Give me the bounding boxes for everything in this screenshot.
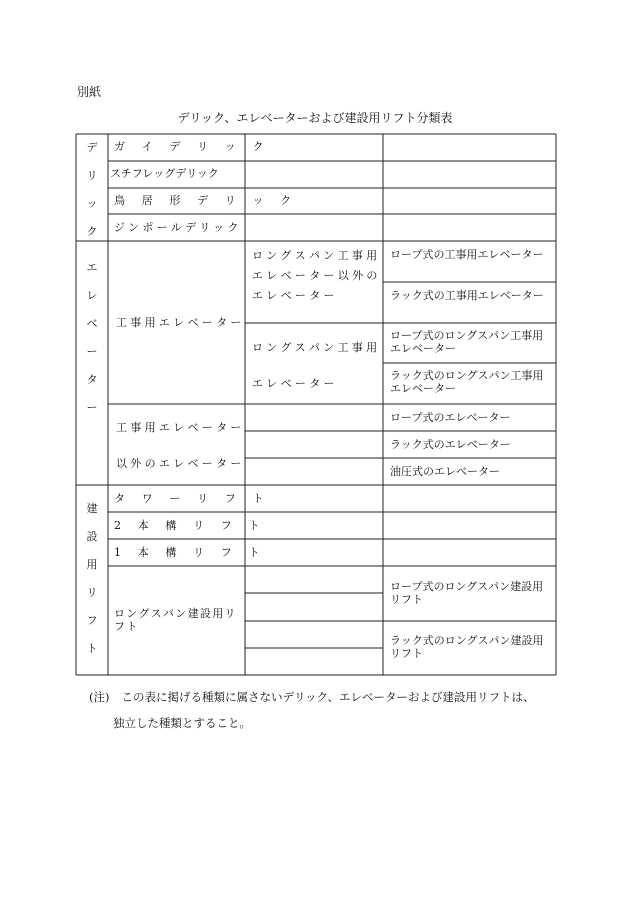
- longspan-elevator-label-line2: エレベーター: [252, 377, 338, 390]
- page-label: 別紙: [77, 85, 102, 99]
- derrick-item-stiffleg: スチフレッグデリック: [110, 167, 219, 180]
- longspan-lift-label: ロングスパン建設用リフト: [114, 607, 237, 633]
- table-note: [89, 684, 569, 736]
- longspan-elevator-label-line1: ロングスパン工事用: [252, 341, 381, 354]
- note-mark: (注): [89, 690, 110, 704]
- type-hydraulic-elevator: 油圧式のエレベーター: [390, 465, 500, 478]
- type-rope-construction-elevator: ロープ式の工事用エレベーター: [390, 248, 544, 261]
- elevator-section-label: エレベーター: [86, 261, 98, 414]
- non-longspan-elevator-label: ロングスパン工事用エレベーター以外のエレベーター: [252, 249, 381, 302]
- lift-item-one-mast: 1 本 構 リ フ ト: [114, 546, 267, 559]
- derrick-section-label: デリック: [86, 141, 98, 238]
- type-rack-elevator: ラック式のエレベーター: [390, 438, 511, 451]
- type-rack-construction-elevator: ラック式の工事用エレベーター: [390, 289, 544, 302]
- lift-section-label: 建設用リフト: [86, 502, 98, 655]
- derrick-item-torii: 鳥 居 形 デ リ ッ ク: [114, 194, 298, 207]
- lift-item-tower: タ ワ ー リ フ ト: [114, 492, 271, 505]
- type-rope-longspan-elevator: ロープ式のロングスパン工事用エレベーター: [390, 329, 544, 355]
- construction-elevator-label: 工事用エレベーター: [116, 316, 245, 329]
- type-rope-longspan-lift: ロープ式のロングスパン建設用リフト: [390, 580, 544, 606]
- type-rope-elevator: ロープ式のエレベーター: [390, 411, 511, 424]
- document-title: デリック、エレベーターおよび建設用リフト分類表: [177, 111, 453, 125]
- type-rack-longspan-elevator: ラック式のロングスパン工事用エレベーター: [390, 369, 544, 395]
- derrick-item-guy: ガ イ デ リ ッ ク: [114, 140, 271, 153]
- type-rack-longspan-lift: ラック式のロングスパン建設用リフト: [390, 634, 544, 660]
- note-line-2: 独立した種類とすること。: [113, 716, 251, 730]
- note-line-1: この表に掲げる種類に属さないデリック、エレベーターおよび建設用リフトは、: [121, 690, 535, 704]
- derrick-item-ginpole: ジンポールデリック: [114, 221, 242, 234]
- other-elevator-label-line1: 工事用エレベーター: [116, 421, 245, 434]
- other-elevator-label-line2: 以外のエレベーター: [116, 457, 245, 470]
- lift-item-two-mast: 2 本 構 リ フ ト: [114, 519, 267, 532]
